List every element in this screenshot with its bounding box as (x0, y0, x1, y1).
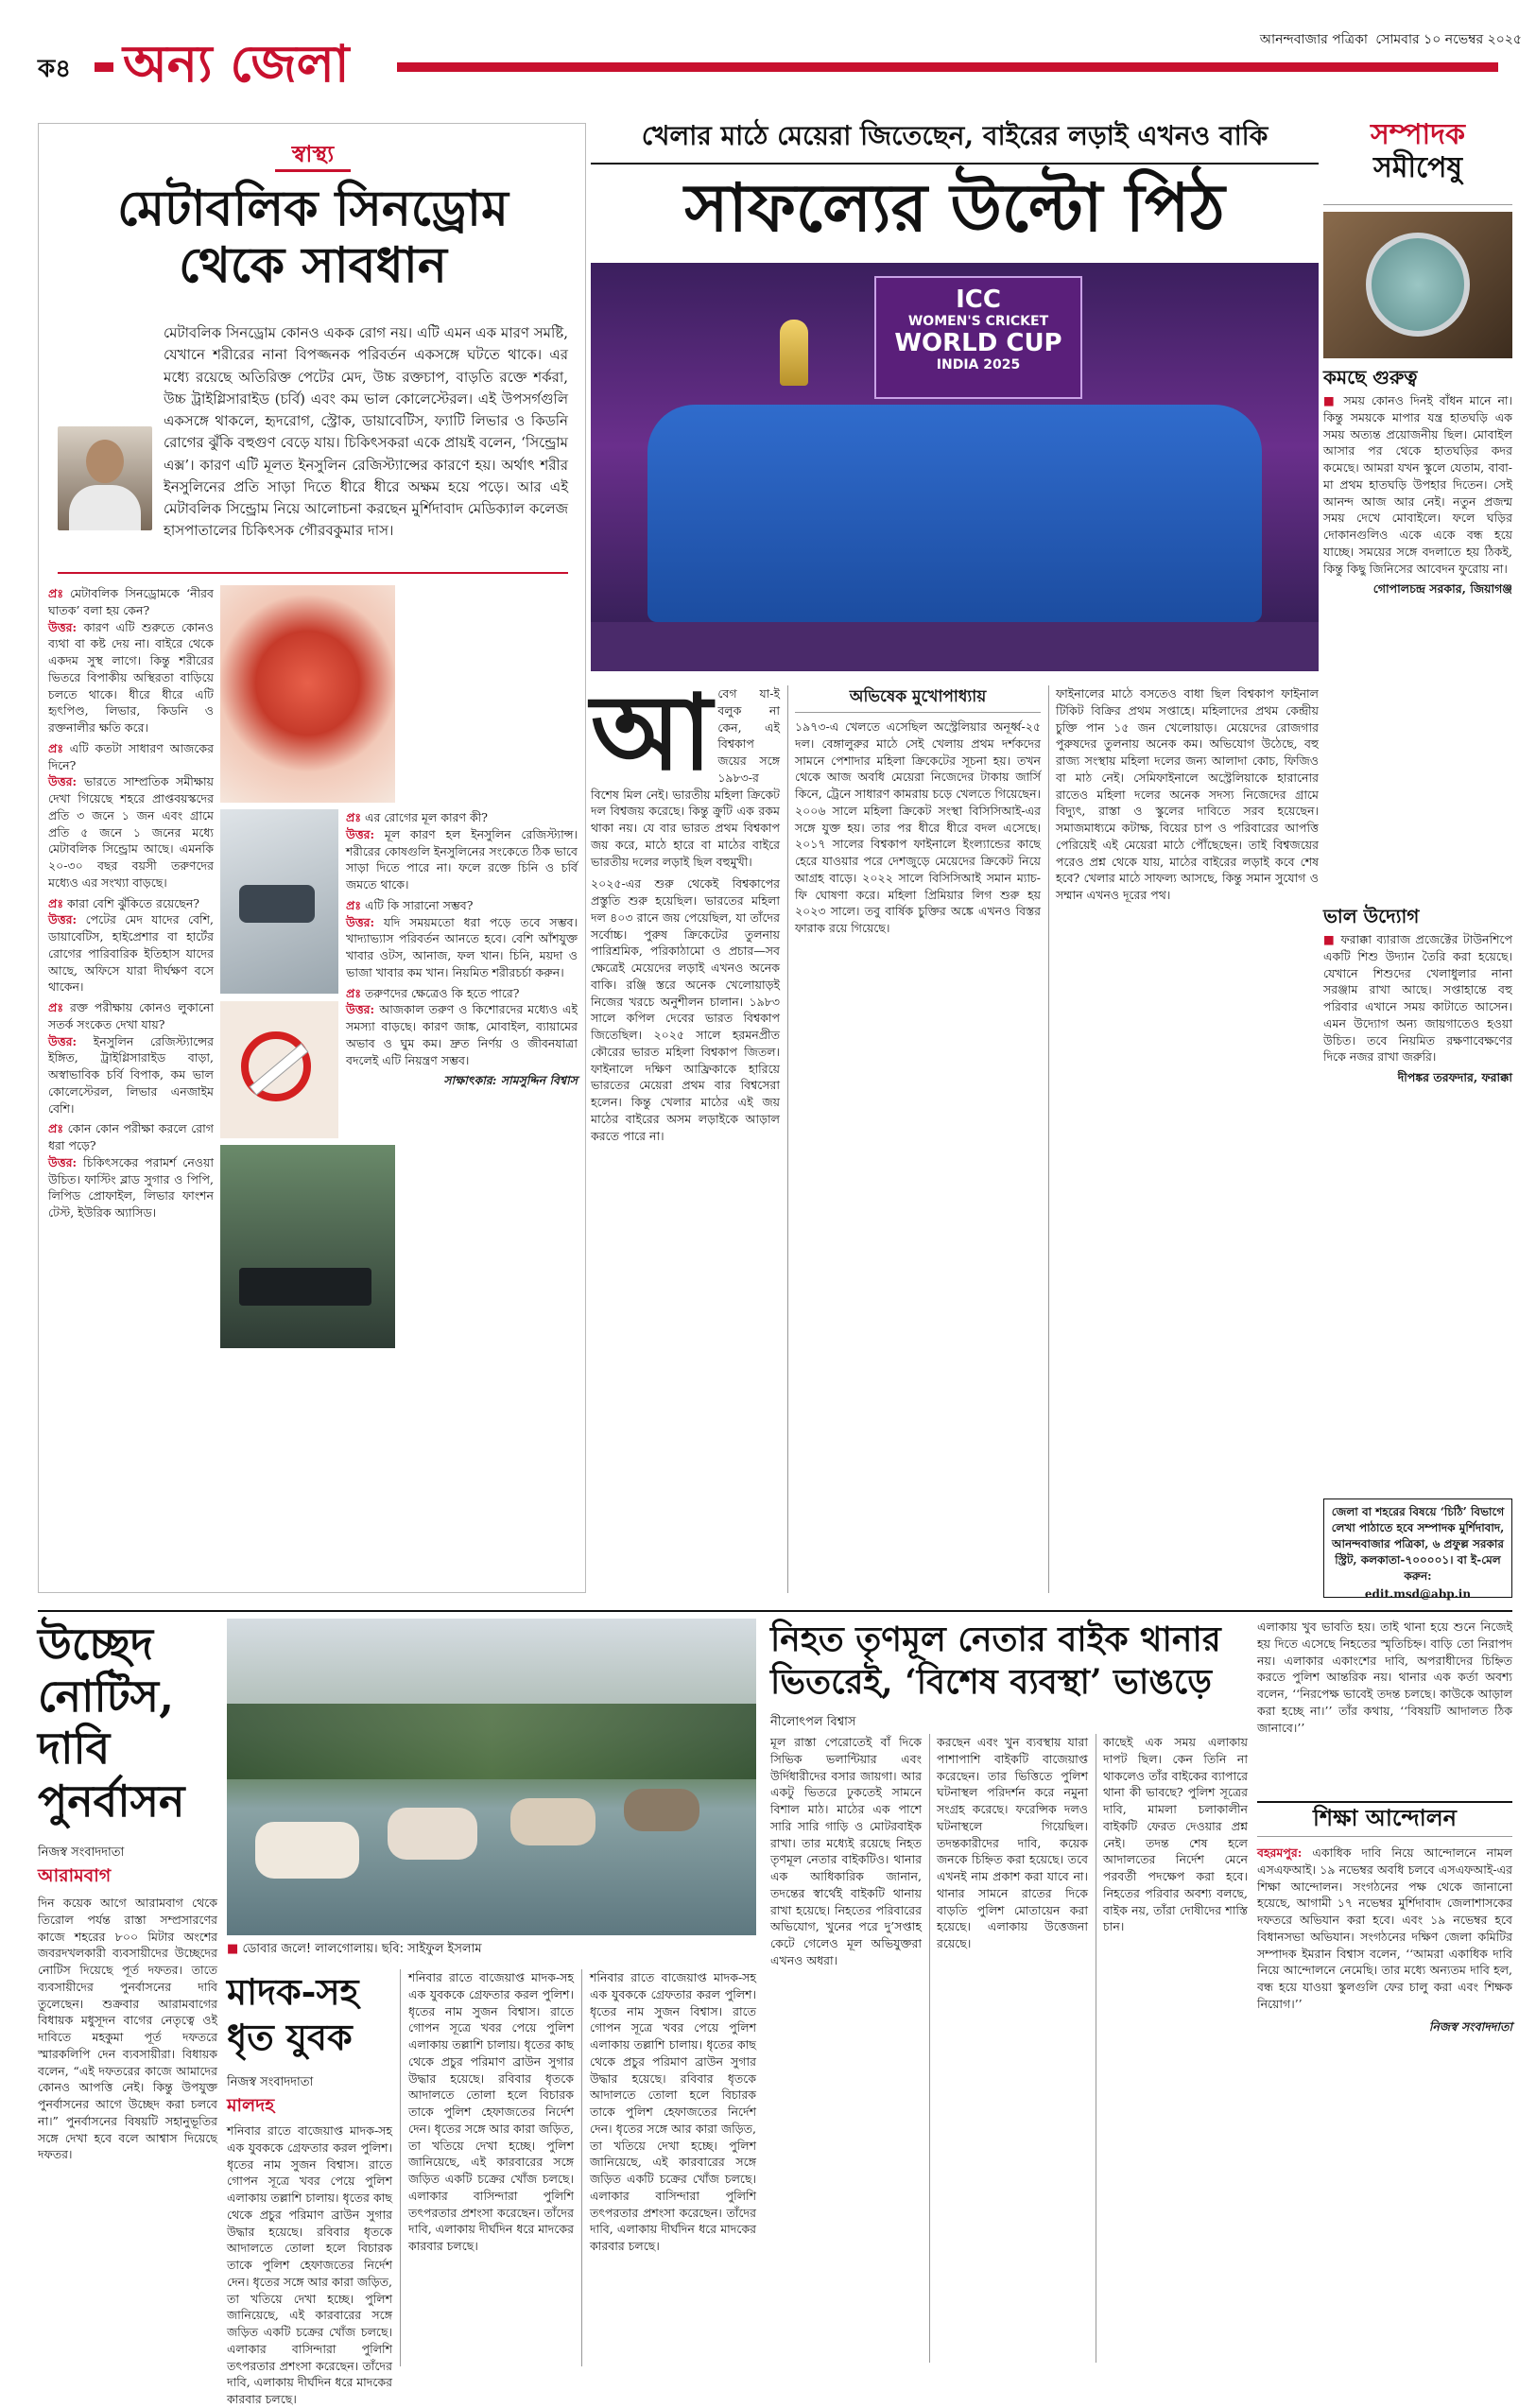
sports-col2 (795, 685, 1041, 1593)
banner-icc: ICC (956, 286, 1001, 314)
letter-2-title: ভাল উদ্যোগ (1323, 905, 1420, 927)
editor-title (1323, 119, 1512, 184)
health-headline-line2: থেকে সাবধান (179, 235, 447, 294)
education-article (1257, 1801, 1512, 2365)
eviction-headline (38, 1619, 217, 1828)
health-intro (58, 322, 568, 559)
qa-item: প্রঃ এর রোগের মূল কারণ কী? উত্তর: মূল কারণ হল ইনসুলিন রেজিস্ট্যান্স। শরীরের কোষগুলি ইনসুলিনের সংকেতে ঠিক ভাবে সাড়া দিতে পারে না। ফলে রক্তে চিনি ও চর্বি জমতে থাকে। (346, 810, 578, 892)
sports-col3-text: ১৯৭৩-এ খেলতে এসেছিল অস্ট্রেলিয়ার অনূর্ধ্ব-২৫ দল। বেঙ্গালুরুর মাঠে সেই খেলায় প্রথম দর্শকদের সামনে পেশাদার মহিলা ক্রিকেটের সূচনা হয়। তখন থেকে আজ অবধি মেয়েরা নিজেদের টাকায় জার্সি কিনে, ট্রেনে সাধারণ কামরায় চড়ে খেলতে গিয়েছেন। ২০০৬ সালে মহিলা ক্রিকেট সংস্থা বিসিসিআই-এর সঙ্গে যুক্ত হয়। তার পর ধীরে ধীরে বদল এসেছে। ২০১৭ সালের বিশ্বকাপ ফাইনালে ইংল্যান্ডের কাছে হেরে যাওয়ার পরে দেশজুড়ে মেয়েদের ক্রিকেট নিয়ে আগ্রহ বাড়ে। ২০২২ সালে বিসিসিআই সমান ম্যাচ-ফি ঘোষণা করে। মহিলা প্রিমিয়ার লিগ শুরু হয় ২০২৩ সালে। তবু বার্ষিক চুক্তির অঙ্কে এখনও বিস্তর ফারাক রয়ে গিয়েছে। (795, 719, 1041, 936)
education-text: একাধিক দাবি নিয়ে আন্দোলনে নামল এসএফআই। ১৯ নভেম্বর অবধি চলবে এসএফআই-এর শিক্ষা আন্দোলন। সংগঠনের পক্ষ থেকে জানানো হয়েছে, আগামী ১৭ নভেম্বর মুর্শিদাবাদ জেলাশাসকের দফতরে অভিযান করা হবে। এবং ১৯ নভেম্বর হবে বিধানসভা অভিযান। সংগঠনের দক্ষিণ জেলা কমিটির সম্পাদক ইমরান বিশ্বাস বলেন, ‘‘আমরা একাধিক দাবি নিয়ে আন্দোলনে নেমেছি। তার মধ্যে অন্যতম দাবি হল, বন্ধ হয়ে যাওয়া স্কুলগুলি ফের চালু করা এবং শিক্ষক নিয়োগ।’’ (1257, 1845, 1512, 2011)
qa-item: প্রঃ রক্ত পরীক্ষায় কোনও লুকানো সতর্ক সংকেত দেখা যায়? উত্তর: ইনসুলিন রেজিস্ট্যান্সের ইঙ্গিত, ট্রাইগ্লিসারাইড বাড়া, অস্বাভাবিক চর্বি বিপাক, কম ভাল কোলেস্টেরল, লিভার এনজাইম বেশি। (48, 1000, 214, 1116)
sports-col4-text: ফাইনালের মাঠে বসতেও বাধা ছিল বিশ্বকাপ ফাইনাল টিকিট বিক্রির প্রথম সপ্তাহে। মহিলাদের প্রথম কেন্দ্রীয় চুক্তি পান ১৫ জন খেলোয়াড়। মেয়েদের রোজগার পুরুষদের তুলনায় অনেক কম। অভিযোগ উঠেছে, বহু রাজ্য সংস্থায় মহিলা দলের জন্য আলাদা কোচ, ফিজিও বা মাঠ নেই। সেমিফাইনালে অস্ট্রেলিয়াকে হারানোর রাতেও মহিলা দলের অনেক সদস্য নিজেদের গ্রামে বিদ্যুৎ, রাস্তা ও স্কুলের দাবিতে সরব হয়েছেন। সমাজমাধ্যমে কটাক্ষ, বিয়ের চাপ ও পরিবারের আপত্তি পেরিয়েই এই মেয়েরা মাঠে পৌঁছেছেন। তাই বিশ্বজয়ের পরেও প্রশ্ন থেকে যায়, মাঠের বাইরের লড়াই কবে শেষ হবে? খেলার মাঠে সাফল্য আসছে, কিন্তু সমান সুযোগ ও সম্মান এখনও দূরের পথ। (1056, 686, 1319, 902)
doctor-photo (58, 426, 152, 530)
col-rule (787, 685, 788, 1593)
qa-question: কোন কোন পরীক্ষা করলে রোগ ধরা পড়ে? (48, 1121, 214, 1152)
cattle-photo (227, 1619, 756, 1935)
qa-answer: কারণ এটি শুরুতে কোনও ব্যথা বা কষ্ট দেয় না। বাইরে থেকে একদম সুস্থ লাগে। কিন্তু শরীরের ভিতরে বিপাকীয় অস্থিরতা বাড়িয়ে চলতে থাকে। ধীরে ধীরে এটি হৃৎপিণ্ড, লিভার, কিডনি ও রক্তনালীর ক্ষতি করে। (48, 619, 214, 735)
issue-date: সোমবার ১০ নভেম্বর ২০২৫ (1375, 32, 1522, 47)
banner-world-cup: WORLD CUP (894, 329, 1062, 357)
sports-dropcap: আ (591, 671, 713, 793)
bp-cuff (239, 885, 315, 923)
health-kicker: স্বাস্থ্য (291, 140, 335, 167)
qa-question: এটি কতটা সাধারণ আজকের দিনে? (48, 740, 214, 772)
letter-1-body: ■ সময় কোনও দিনই বাঁধন মানে না। কিন্তু সময়কে মাপার যন্ত্র হাতঘড়ি এক সময় অত্যন্ত প্রয়োজনীয় ছিল। মোবাইল আসার পর থেকে হাতঘড়ির কদর কমেছে। আমরা যখন স্কুলে যেতাম, বাবা-মা প্রথম হাতঘড়ি উপহার দিতেন। সেই আনন্দ আজ আর নেই। নতুন প্রজন্ম সময় দেখে মোবাইলে। ফলে ঘড়ির দোকানগুলিও একে একে বন্ধ হয়ে যাচ্ছে। সময়ের সঙ্গে বদলাতে হয় ঠিকই, কিন্তু কিছু জিনিসের আবেদন ফুরোয় না। (1323, 393, 1512, 576)
liver-illustration (220, 585, 395, 803)
world-cup-photo (591, 263, 1319, 671)
qa-answer: যদি সময়মতো ধরা পড়ে তবে সম্ভব। খাদ্যাভ্যাস পরিবর্তন আনতে হবে। বেশি আঁশযুক্ত খাবার ওটস, আনাজ, ফল খান। চিনি, ময়দা ও ভাজা খাবার কম খান। নিয়মিত শরীরচর্চা করুন। (346, 914, 578, 979)
col-rule (400, 1969, 401, 2366)
qa-item: প্রঃ মেটাবলিক সিনড্রোমকে ‘নীরব ঘাতক’ বলা হয় কেন? উত্তর: কারণ এটি শুরুতে কোনও ব্যথা বা কষ্ট দেয় না। বাইরে থেকে একদম সুস্থ লাগে। কিন্তু শরীরের ভিতরে বিপাকীয় অস্থিরতা বাড়িয়ে চলতে থাকে। ধীরে ধীরে এটি হৃৎপিণ্ড, লিভার, কিডনি ও রক্তনালীর ক্ষতি করে। (48, 586, 214, 735)
sports-kicker-rule (591, 163, 1319, 165)
letter-1 (1323, 367, 1512, 896)
letter-1-sign: গোপালচন্দ্র সরকার, জিয়াগঞ্জ (1372, 581, 1512, 597)
trophy-icon (780, 320, 808, 386)
caption-marker: ■ (227, 1942, 239, 1956)
sports-article (591, 113, 1319, 1602)
drug-body: শনিবার রাতে বাজেয়াপ্ত মাদক-সহ এক যুবককে গ্রেফতার করল পুলিশ। ধৃতের নাম সুজন বিশ্বাস। রাতে গোপন সূত্রে খবর পেয়ে পুলিশ এলাকায় তল্লাশি চালায়। ধৃতের কাছ থেকে প্রচুর পরিমাণ ব্রাউন সুগার উদ্ধার হয়েছে। রবিবার ধৃতকে আদালতে তোলা হলে বিচারক তাকে পুলিশ হেফাজতের নির্দেশ দেন। ধৃতের সঙ্গে আর কারা জড়িত, তা খতিয়ে দেখা হচ্ছে। পুলিশ জানিয়েছে, এই কারবারের সঙ্গে জড়িত একটি চক্রের খোঁজ চলছে। এলাকার বাসিন্দারা পুলিশি তৎপরতার প্রশংসা করেছেন। তাঁদের দাবি, এলাকায় দীর্ঘদিন ধরে মাদকের কারবার চলছে। (227, 2123, 392, 2406)
health-kicker-underline (275, 169, 351, 172)
health-red-rule (58, 572, 568, 574)
doctor-shirt (69, 485, 141, 530)
col-rule (1048, 685, 1049, 1593)
sports-headline: সাফল্যের উল্টো পিঠ (684, 168, 1225, 247)
health-headline (39, 181, 587, 294)
qa-question: তরুণদের ক্ষেত্রেও কি হতে পারে? (364, 985, 520, 1000)
bike-headline-line2: ভিতরেই, ‘বিশেষ ব্যবস্থা’ ভাঙড়ে (770, 1662, 1212, 1702)
no-smoking-photo (220, 1001, 338, 1138)
sports-kicker: খেলার মাঠে মেয়েরা জিতেছেন, বাইরের লড়াই এখনও বাকি (641, 120, 1268, 151)
qa-question: কারা বেশি ঝুঁকিতে রয়েছেন? (66, 895, 199, 910)
education-title: শিক্ষা আন্দোলন (1257, 1801, 1512, 1837)
qa-answer: মূল কারণ হল ইনসুলিন রেজিস্ট্যান্স। শরীরের কোষগুলি ইনসুলিনের সংকেতে ঠিক ভাবে সাড়া দিতে পারে না। ফলে রক্তে চিনি ও চর্বি জমতে থাকে। (346, 826, 578, 892)
health-intro-text: মেটাবলিক সিনড্রোম কোনও একক রোগ নয়। এটি এমন এক মারণ সমষ্টি, যেখানে শরীরের নানা বিপজ্জনক পরিবর্তন একসঙ্গে ঘটতে থাকে। এর মধ্যে রয়েছে অতিরিক্ত পেটের মেদ, উচ্চ রক্তচাপ, বাড়তি রক্তে শর্করা, উচ্চ ট্রাইগ্লিসারাইড (চর্বি) এবং কম ভাল কোলেস্টেরল। এই উপসর্গগুলি একসঙ্গে থাকলে, হৃদরোগ, স্ট্রোক, ডায়াবেটিস, ফ্যাটি লিভার ও কিডনি রোগের ঝুঁকি বহুগুণ বেড়ে যায়। চিকিৎসকরা একে প্রায়ই বলেন, ‘সিন্ড্রোম এক্স’। কারণ এটি মূলত ইনসুলিন রেজিস্ট্যান্সের কারণে হয়। অর্থাৎ শরীর ইনসুলিনের প্রতি সাড়া দিতে ধীরে ধীরে অক্ষম হয়ে পড়ে। আর এই মেটাবলিক সিন্ড্রোম নিয়ে আলোচনা করছেন মুর্শিদাবাদ মেডিক্যাল কলেজ হাসপাতালের চিকিৎসক গৌরবকুমার দাস। (164, 324, 568, 540)
letter-2-sign: দীপঙ্কর তরফদার, ফরাক্কা (1397, 1070, 1512, 1084)
editor-title-rule (1323, 204, 1512, 205)
bike-article (770, 1619, 1248, 2365)
world-cup-banner (874, 276, 1082, 399)
cow-shape (388, 1808, 477, 1860)
qa-question: এর রোগের মূল কারণ কী? (364, 810, 489, 824)
col-rule (929, 1734, 930, 2363)
drug-article (227, 1962, 756, 2406)
qa-answer: চিকিৎসকের পরামর্শ নেওয়া উচিত। ফাস্টিং ব্লাড সুগার ও পিপি, লিপিড প্রোফাইল, লিভার ফাংশন টেস্ট, ইউরিক অ্যাসিড। (48, 1154, 214, 1220)
drug-headline-line1: মাদক-সহ (227, 1970, 359, 2013)
banner-india: INDIA 2025 (936, 357, 1021, 372)
bike-headline (770, 1619, 1248, 1704)
drug-headline-line2: ধৃত যুবক (227, 2015, 353, 2058)
bike-col3: কাছেই এক সময় এলাকায় দাপট ছিল। কেন তিনি না থাকলেও তাঁর বাইকের ব্যাপারে থানা কী ভাবছে? পুলিশ সূত্রের দাবি, মামলা চলাকালীন বাইকটি ফেরত দেওয়ার প্রশ্ন নেই। তদন্ত শেষ হলে আদালতের নির্দেশ মেনে পরবর্তী পদক্ষেপ করা হবে। নিহতের পরিবার অবশ্য বলছে, বাইক নয়, তাঁরা দোষীদের শাস্তি চান। (1103, 1735, 1248, 1934)
cow-shape (255, 1822, 359, 1879)
qa-item: প্রঃ তরুণদের ক্ষেত্রেও কি হতে পারে? উত্তর: আজকাল তরুণ ও কিশোরদের মধ্যেও এই সমস্যা বাড়ছে। কারণ জাঙ্ক, মোবাইল, ব্যায়ামের অভাব ও ঘুম কম। দ্রুত নির্ণয় ও জীবনযাত্রা বদলেই এটি নিয়ন্ত্রণ সম্ভব। (346, 985, 578, 1067)
letter-2-text: ফরাক্কা ব্যারাজ প্রজেক্টের টাউনশিপে একটি শিশু উদ্যান তৈরি করা হয়েছে। যেখানে শিশুদের খেলাধুলার নানা সরঞ্জাম রাখা আছে। সপ্তাহান্তে বহু পরিবার এখানে সময় কাটাতে আসেন। এমন উদ্যোগ অন্য জায়গাতেও হওয়া উচিত। তবে নিয়মিত রক্ষণাবেক্ষণের দিকে নজর রাখা জরুরি। (1323, 932, 1512, 1065)
education-credit: নিজস্ব সংবাদদাতা (1428, 2018, 1512, 2034)
page-label: অন্য জেলা (123, 33, 350, 94)
sports-col3 (1056, 685, 1319, 1593)
cattle-caption (227, 1940, 756, 1960)
section-divider (38, 1610, 1512, 1612)
watch-face (1366, 233, 1470, 337)
sports-lead: বেগ যা-ই বলুক না কেন, এই বিশ্বকাপ জয়ের সঙ্গে ১৯৮৩-র বিশেষ মিল নেই। ভারতীয় মহিলা ক্রিকেট দল বিশ্বজয় করেছে। কিন্তু ক্রুটি এক রকম থাকা নয়। যে বার ভারত প্রথম বিশ্বকাপ জয় করে, মাঠে হারে বা মাঠের বাইরে ভারতীয় দলের লড়াই ছিল বহুমুখী। (591, 686, 780, 869)
masthead-date (1219, 28, 1522, 51)
drug-headline (227, 1969, 392, 2059)
paper-name: আনন্দবাজার পত্রিকা (1259, 32, 1368, 47)
eviction-headline-line4: পুনর্বাসন (38, 1775, 185, 1827)
notice-text: জেলা বা শহরের বিষয়ে ‘চিঠি’ বিভাগে লেখা পাঠাতে হবে সম্পাদক মুর্শিদাবাদ, আনন্দবাজার পত্রিকা, ৬ প্রফুল্ল সরকার স্ট্রিট, কলকাতা-৭০০০০১। বা ই-মেল করুন: (1331, 1505, 1505, 1584)
eviction-headline-line3: দাবি (38, 1723, 111, 1775)
masthead-red-bar-left (95, 62, 113, 72)
bp-check-photo (220, 809, 338, 994)
drug-byline: নিজস্ব সংবাদদাতা (227, 2075, 314, 2089)
bike-byline: নীলোৎপল বিশ্বাস (770, 1715, 856, 1729)
bike-col4: এলাকায় খুব ভাবতি হয়। তাই থানা হয়ে শুনে নিজেই হয় দিতে এসেছে নিহতের স্মৃতিচিহ্ন। বাড়ি তো নিরাপদ নয়। এলাকার একাংশের দাবি, অপরাধীদের চিহ্নিত করতে পুলিশ আন্তরিক নয়। থানার এক কর্তা অবশ্য বলেন, ‘‘নিরপেক্ষ ভাবেই তদন্ত চলছে। কাউকে আড়াল করা হচ্ছে না।’’ তাঁর কথায়, ‘‘বিষয়টি আদালত ঠিক জানাবে।’’ (1257, 1620, 1512, 1735)
qa-answer: ইনসুলিন রেজিস্ট্যান্সের ইঙ্গিত, ট্রাইগ্লিসারাইড বাড়া, অস্বাভাবিক চর্বি বিপাক, কম ভাল কোলেস্টেরল, লিভার এনজাইম বেশি। (48, 1033, 214, 1116)
qa-item: প্রঃ কোন কোন পরীক্ষা করলে রোগ ধরা পড়ে? উত্তর: চিকিৎসকের পরামর্শ নেওয়া উচিত। ফাস্টিং ব্লাড সুগার ও পিপি, লিপিড প্রোফাইল, লিভার ফাংশন টেস্ট, ইউরিক অ্যাসিড। (48, 1121, 214, 1220)
tree-line (227, 1704, 756, 1779)
notice-email[interactable]: edit.msd@abp.in (1364, 1587, 1472, 1602)
qa-answer: আজকাল তরুণ ও কিশোরদের মধ্যেও এই সমস্যা বাড়ছে। কারণ জাঙ্ক, মোবাইল, ব্যায়ামের অভাব ও ঘুম কম। দ্রুত নির্ণয় ও জীবনযাত্রা বদলেই এটি নিয়ন্ত্রণ সম্ভব। (346, 1002, 578, 1067)
page-number: ক৪ (38, 55, 72, 83)
letter-1-text: সময় কোনও দিনই বাঁধন মানে না। কিন্তু সময়কে মাপার যন্ত্র হাতঘড়ি এক সময় অত্যন্ত প্রয়োজনীয় ছিল। মোবাইল আসার পর থেকে হাতঘড়ির কদর কমেছে। আমরা যখন স্কুলে যেতাম, বাবা-মা প্রথম হাতঘড়ি উপহার দিতেন। সেই আনন্দ আজ আর নেই। নতুন প্রজন্ম সময় দেখে মোবাইলে। ফলে ঘড়ির দোকানগুলিও একে একে বন্ধ হয়ে যাচ্ছে। সময়ের সঙ্গে বদলাতে হয় ঠিকই, কিন্তু কিছু জিনিসের আবেদন ফুরোয় না। (1323, 393, 1512, 576)
letter-1-title: কমছে গুরুত্ব (1323, 366, 1418, 389)
team-players (647, 405, 1262, 622)
eviction-byline: নিজস্ব সংবাদদাতা (38, 1845, 125, 1860)
col-rule (581, 1969, 582, 2366)
health-headline-line1: মেটাবলিক সিনড্রোম (117, 180, 509, 237)
stage-floor (591, 622, 1319, 671)
watch-photo (1323, 212, 1512, 358)
eviction-place: আরামবাগ (38, 1865, 112, 1886)
editor-title-line2: সমীপেষু (1372, 150, 1463, 184)
banner-womens: WOMEN'S CRICKET (907, 314, 1049, 329)
cow-shape (624, 1789, 699, 1831)
eviction-headline-line2: নোটিস, (38, 1671, 175, 1723)
eviction-body: দিন কয়েক আগে আরামবাগ থেকে তিরোল পর্যন্ত রাস্তা সম্প্রসারণের কাজে শহরের ৮০০ মিটার অংশের জবরদখলকারী ব্যবসায়ীদের উচ্ছেদের নোটিস দিয়েছে পূর্ত দফতর। তাতে ব্যবসায়ীদের পুনর্বাসনের দাবি তুলেছেন। শুক্রবার আরামবাগের বিধায়ক মধুসূদন বাগের নেতৃত্বে ওই দাবিতে মহকুমা পূর্ত দফতরে স্মারকলিপি দেন ব্যবসায়ীরা। বিধায়ক বলেন, “এই দফতরের কাজে আমাদের কোনও আপত্তি নেই। কিন্তু উপযুক্ত পুনর্বাসনের আগে উচ্ছেদ করা চলবে না।” পুনর্বাসনের বিষয়টি সহানুভূতির সঙ্গে দেখা হবে বলে আশ্বাস দিয়েছে দফতর। (38, 1896, 217, 2162)
bike-headline-line1: নিহত তৃণমূল নেতার বাইক থানার (770, 1620, 1221, 1659)
health-article (38, 123, 586, 1593)
masthead-red-bar (397, 62, 1498, 72)
doctor-face (86, 440, 124, 483)
letters-notice-box (1323, 1499, 1512, 1602)
bike-continued (1257, 1619, 1512, 1798)
qa-item: প্রঃ এটি কি সারানো সম্ভব? উত্তর: যদি সময়মতো ধরা পড়ে তবে সম্ভব। খাদ্যাভ্যাস পরিবর্তন আনতে হবে। বেশি আঁশযুক্ত খাবার ওটস, আনাজ, ফল খান। চিনি, ময়দা ও ভাজা খাবার কম খান। নিয়মিত শরীরচর্চা করুন। (346, 897, 578, 979)
education-place: বহরমপুর: (1257, 1845, 1303, 1860)
letter-2 (1323, 906, 1512, 1492)
drug-place: মালদহ (227, 2095, 275, 2116)
drug-body-col3: শনিবার রাতে বাজেয়াপ্ত মাদক-সহ এক যুবককে গ্রেফতার করল পুলিশ। ধৃতের নাম সুজন বিশ্বাস। রাতে গোপন সূত্রে খবর পেয়ে পুলিশ এলাকায় তল্লাশি চালায়। ধৃতের কাছ থেকে প্রচুর পরিমাণ ব্রাউন সুগার উদ্ধার হয়েছে। রবিবার ধৃতকে আদালতে তোলা হলে বিচারক তাকে পুলিশ হেফাজতের নির্দেশ দেন। ধৃতের সঙ্গে আর কারা জড়িত, তা খতিয়ে দেখা হচ্ছে। পুলিশ জানিয়েছে, এই কারবারের সঙ্গে জড়িত একটি চক্রের খোঁজ চলছে। এলাকার বাসিন্দারা পুলিশি তৎপরতার প্রশংসা করেছেন। তাঁদের দাবি, এলাকায় দীর্ঘদিন ধরে মাদকের কারবার চলছে। (590, 1970, 756, 2253)
qa-answer: ভারতে সাম্প্রতিক সমীক্ষায় দেখা গিয়েছে শহরে প্রাপ্তবয়স্কদের প্রতি ৩ জনে ১ জন এবং গ্রামে প্রতি ৫ জনে ১ জনের মধ্যে মেটাবলিক সিন্ড্রোম আছে। এমনকি ২০-৩০ বছর বয়সী তরুণদের মধ্যেও এর সংখ্যা বাড়ছে। (48, 774, 214, 890)
qa-item: প্রঃ কারা বেশি ঝুঁকিতে রয়েছেন? উত্তর: পেটের মেদ যাদের বেশি, ডায়াবেটিস, হাইপ্রেশার বা হার্টের রোগের পারিবারিক ইতিহাস যাদের আছে, অফিসে যারা দীর্ঘক্ষণ বসে থাকেন। (48, 895, 214, 995)
qa-question: এটি কি সারানো সম্ভব? (364, 897, 474, 912)
education-body (1257, 1845, 1512, 2363)
cow-shape (510, 1798, 595, 1845)
interview-credit: সাক্ষাৎকার: সামসুদ্দিন বিশ্বাস (443, 1073, 578, 1088)
editor-letters (1323, 113, 1512, 1602)
qa-item: প্রঃ এটি কতটা সাধারণ আজকের দিনে? উত্তর: ভারতে সাম্প্রতিক সমীক্ষায় দেখা গিয়েছে শহরে প্রাপ্তবয়স্কদের প্রতি ৩ জনে ১ জন এবং গ্রামে প্রতি ৫ জনে ১ জনের মধ্যে মেটাবলিক সিন্ড্রোম আছে। এমনকি ২০-৩০ বছর বয়সী তরুণদের মধ্যেও এর সংখ্যা বাড়ছে। (48, 740, 214, 890)
qa-question: মেটাবলিক সিনড্রোমকে ‘নীরব ঘাতক’ বলা হয় কেন? (48, 586, 214, 617)
bike-col1: মূল রাস্তা পেরোতেই বাঁ দিকে সিভিক ভলান্টিয়ার এবং উর্দিধারীদের বসার জায়গা। আর একটু ভিতরে ঢুকতেই সামনে বিশাল মাঠ। মাঠের এক পাশে সারি সারি গাড়ি ও মোটরবাইক রাখা। তার মধ্যেই রয়েছে নিহত তৃণমূল নেতার বাইকটিও। থানার এক আধিকারিক জানান, তদন্তের স্বার্থেই বাইকটি থানায় রাখা হয়েছে। নিহতের পরিবারের অভিযোগ, খুনের পরে দু’সপ্তাহ কেটে গেলেও মূল অভিযুক্তরা এখনও অধরা। (770, 1735, 922, 1967)
bike-col2: করছেন এবং খুন ব্যবস্থায় যারা পাশাপাশি বাইকটি বাজেয়াপ্ত করেছেন। তার ভিত্তিতে পুলিশ ঘটনাস্থল পরিদর্শন করে নমুনা সংগ্রহ করেছে। ফরেন্সিক দলও ঘটনাস্থলে গিয়েছিল। তদন্তকারীদের দাবি, কয়েক জনকে চিহ্নিত করা হয়েছে। তবে এখনই নাম প্রকাশ করা যাবে না। থানার সামনে রাতের দিকে বাড়তি পুলিশ মোতায়েন করা হয়েছে। এলাকায় উত্তেজনা রয়েছে। (937, 1735, 1088, 1950)
drug-body-col2: শনিবার রাতে বাজেয়াপ্ত মাদক-সহ এক যুবককে গ্রেফতার করল পুলিশ। ধৃতের নাম সুজন বিশ্বাস। রাতে গোপন সূত্রে খবর পেয়ে পুলিশ এলাকায় তল্লাশি চালায়। ধৃতের কাছ থেকে প্রচুর পরিমাণ ব্রাউন সুগার উদ্ধার হয়েছে। রবিবার ধৃতকে আদালতে তোলা হলে বিচারক তাকে পুলিশ হেফাজতের নির্দেশ দেন। ধৃতের সঙ্গে আর কারা জড়িত, তা খতিয়ে দেখা হচ্ছে। পুলিশ জানিয়েছে, এই কারবারের সঙ্গে জড়িত একটি চক্রের খোঁজ চলছে। এলাকার বাসিন্দারা পুলিশি তৎপরতার প্রশংসা করেছেন। তাঁদের দাবি, এলাকায় দীর্ঘদিন ধরে মাদকের কারবার চলছে। (408, 1970, 574, 2253)
health-qa-col1 (48, 585, 214, 1583)
cattle-caption-text: ডোবার জলে! লালগোলায়। ছবি: সাইফুল ইসলাম (242, 1942, 482, 1956)
eviction-article (38, 1619, 217, 2365)
health-qa-col2 (346, 809, 578, 1583)
qa-question: রক্ত পরীক্ষায় কোনও লুকানো সতর্ক সংকেত দেখা যায়? (48, 1000, 214, 1031)
editor-title-line1: সম্পাদক (1370, 118, 1466, 151)
masthead (0, 0, 1536, 104)
sports-col2-text: ২০২৫-এর শুরু থেকেই বিশ্বকাপের প্রস্তুতি শুরু হয়েছিল। ভারতের মহিলা দল ৪০৩ রানে জয় পেয়েছিল, যা তাঁদের সর্বোচ্চ। পুরুষ ক্রিকেটের তুলনায় পারিশ্রমিক, পরিকাঠামো ও প্রচার—সব ক্ষেত্রেই মেয়েদের লড়াই এখনও অনেক বাকি। রঞ্জি স্তরে অনেক খেলোয়াড়ই নিজের খরচে অনুশীলন চালান। ১৯৮৩ সালে কপিল দেবের ভারত বিশ্বকাপ জিতেছিল। ২০২৫ সালে হরমনপ্রীত কৌরের ভারত মহিলা বিশ্বকাপ জিতল। ফাইনালে দক্ষিণ আফ্রিকাকে হারিয়ে ভারতের মেয়েরা প্রথম বার বিশ্বসেরা হলেন। কিন্তু খেলার মাঠের এই জয় মাঠের বাইরের অসম লড়াইকে আড়াল করতে পারে না। (591, 876, 780, 1143)
letter-2-body: ■ ফরাক্কা ব্যারাজ প্রজেক্টের টাউনশিপে একটি শিশু উদ্যান তৈরি করা হয়েছে। যেখানে শিশুদের খেলাধুলার নানা সরঞ্জাম রাখা আছে। সপ্তাহান্তে বহু পরিবার এখানে সময় কাটাতে আসেন। এমন উদ্যোগ অন্য জায়গাতেও হওয়া উচিত। তবে নিয়মিত রক্ষণাবেক্ষণের দিকে নজর রাখা জরুরি। (1323, 932, 1512, 1065)
qa-answer: পেটের মেদ যাদের বেশি, ডায়াবেটিস, হাইপ্রেশার বা হার্টের রোগের পারিবারিক ইতিহাস যাদের আছে, অফিসে যারা দীর্ঘক্ষণ বসে থাকেন। (48, 912, 214, 995)
sports-byline: অভিষেক মুখোপাধ্যায় (795, 685, 1041, 713)
sports-col1 (591, 671, 780, 1593)
eviction-headline-line1: উচ্ছেদ (38, 1619, 154, 1670)
